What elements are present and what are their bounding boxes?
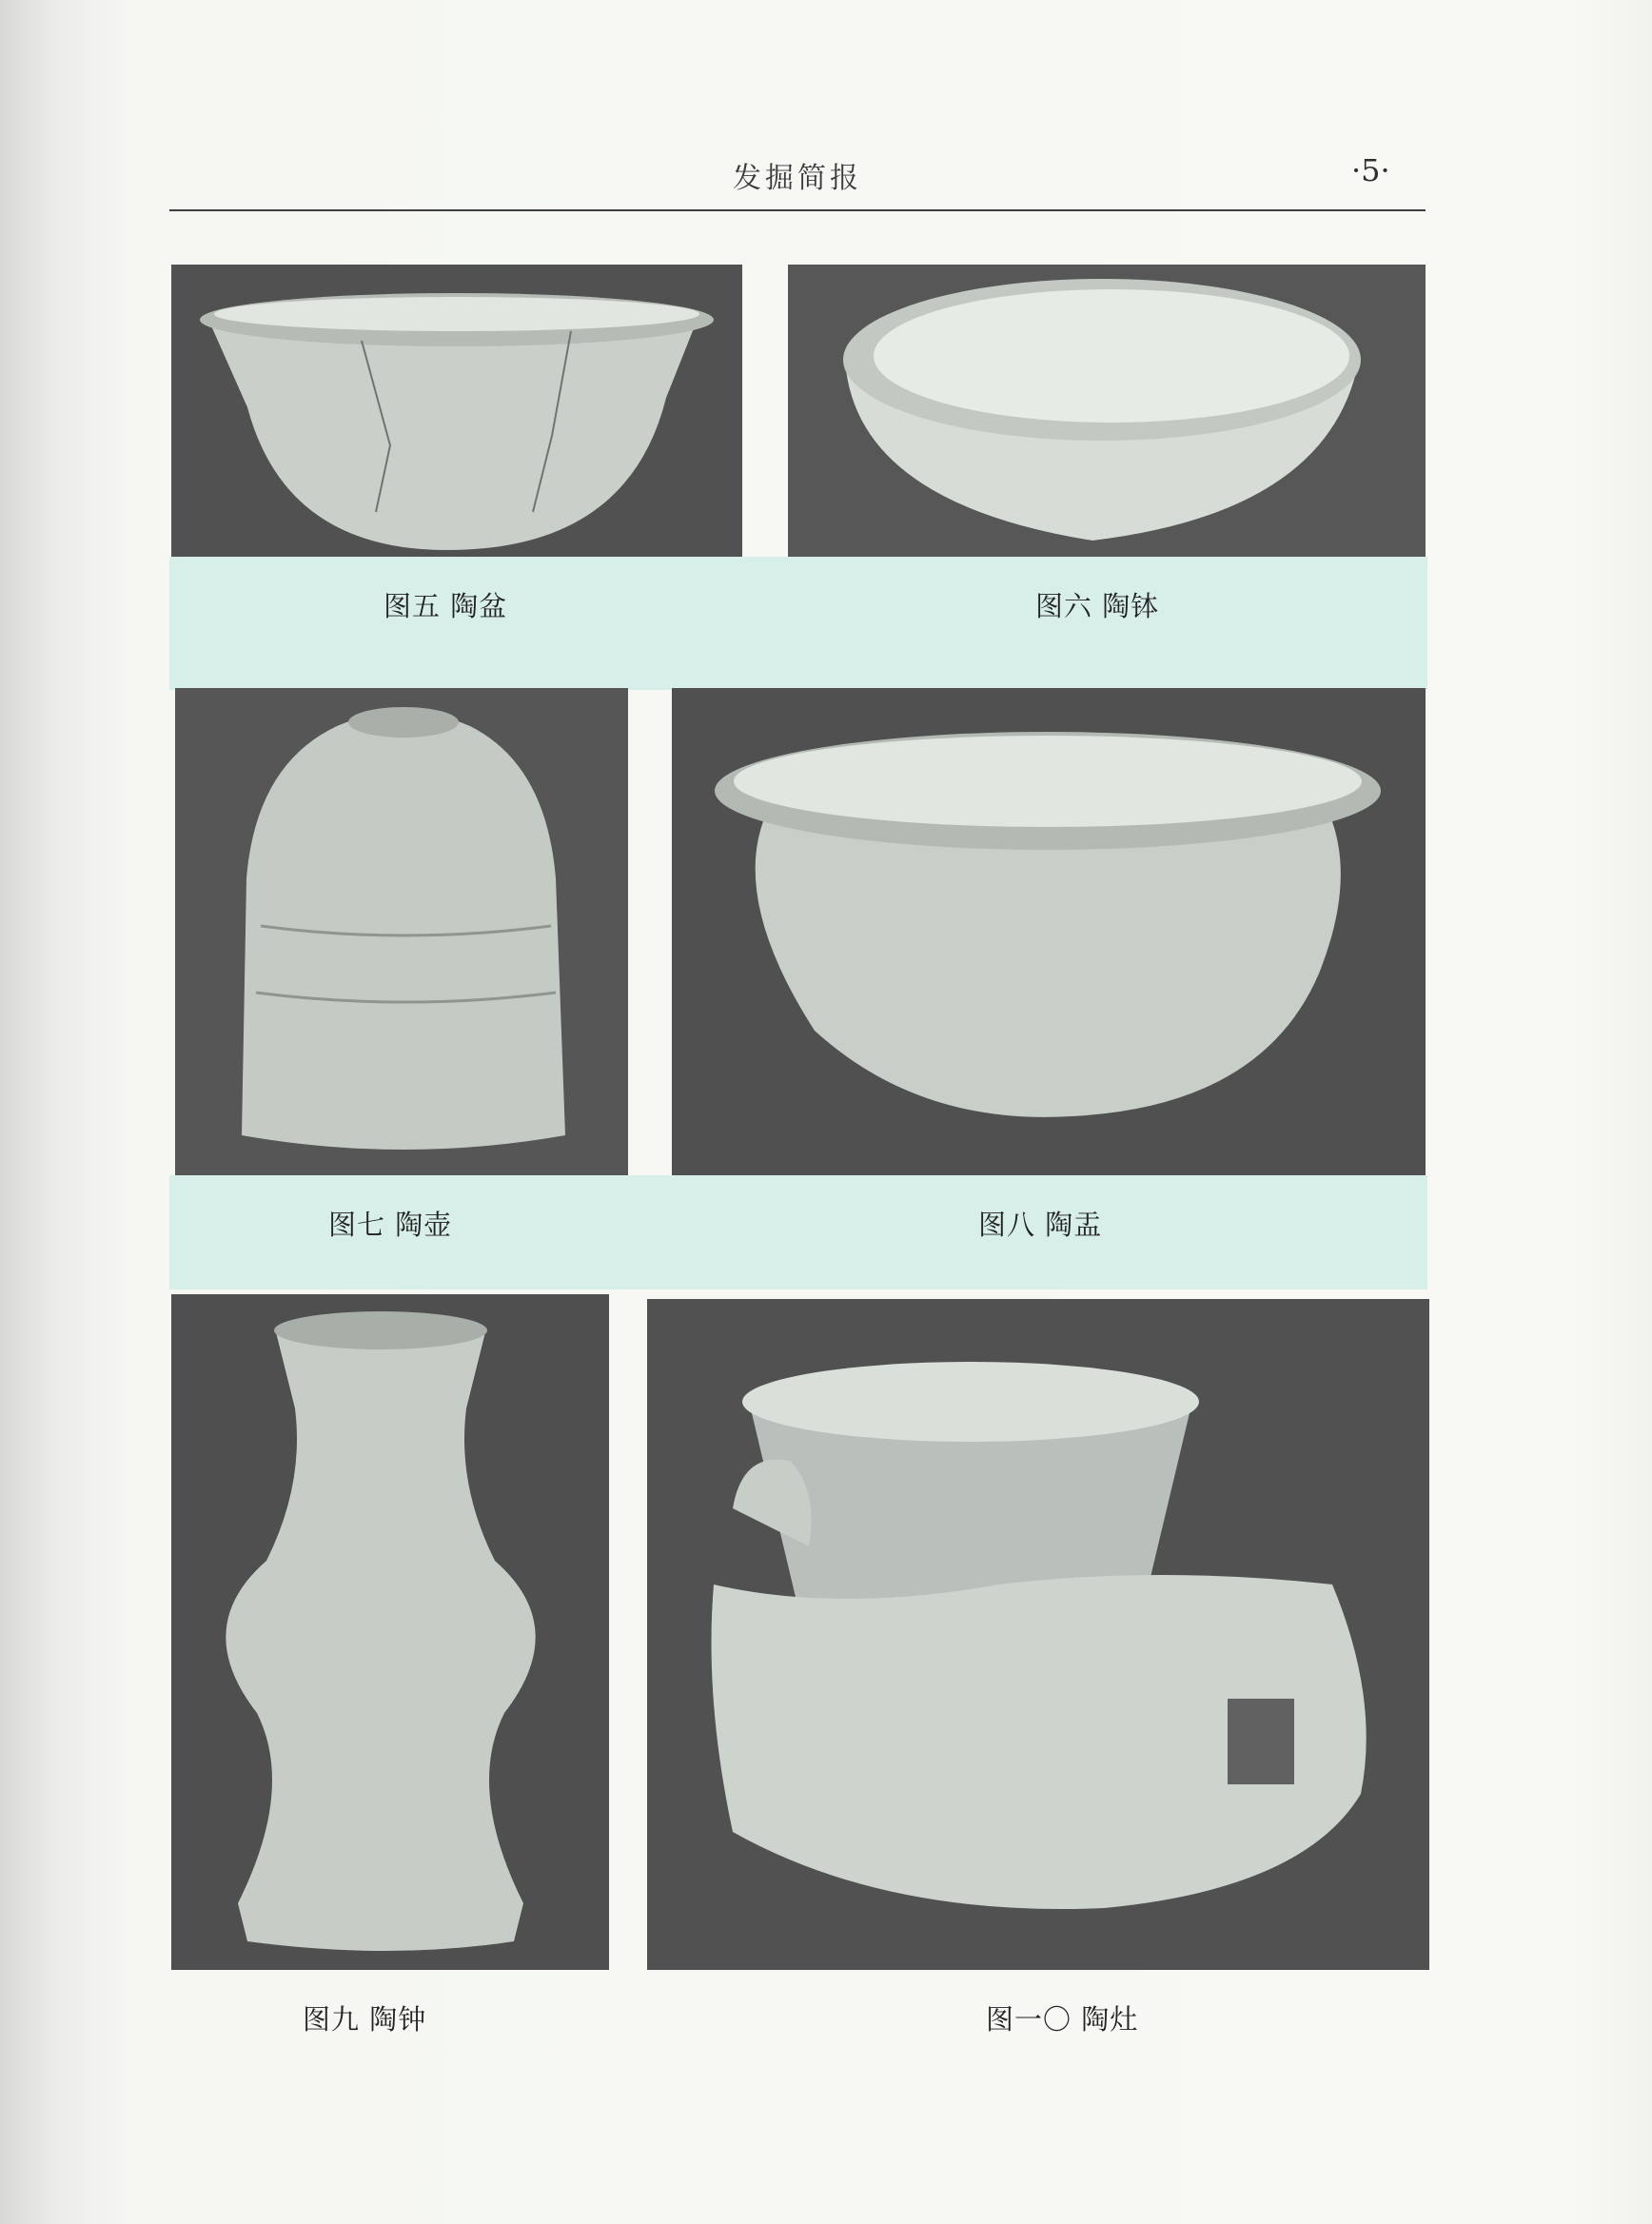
figure-9-caption: 图九 陶钟 [303,2003,427,2036]
figure-6-photo [788,265,1426,557]
stove-image [647,1299,1429,1970]
figure-8-photo [672,688,1426,1175]
page-number: ·5· [1351,152,1390,188]
plate-band-top [169,557,1427,690]
figure-10-photo [647,1299,1429,1970]
figure-10-caption: 图一〇 陶灶 [986,2003,1139,2036]
figure-8-caption: 图八 陶盂 [978,1209,1103,1241]
figure-5-caption: 图五 陶盆 [384,590,508,622]
figure-7-caption: 图七 陶壶 [328,1209,453,1241]
zhong-image [171,1294,609,1970]
header-rule [169,209,1426,211]
figure-7-photo [175,688,628,1175]
jar-image [672,688,1426,1175]
figure-9-photo [171,1294,609,1970]
running-head: 发掘简报 [733,162,862,195]
pot-image [175,688,628,1175]
bowl-image [788,265,1426,557]
basin-image [171,265,742,557]
figure-5-photo [171,265,742,557]
figure-6-caption: 图六 陶钵 [1035,590,1160,622]
